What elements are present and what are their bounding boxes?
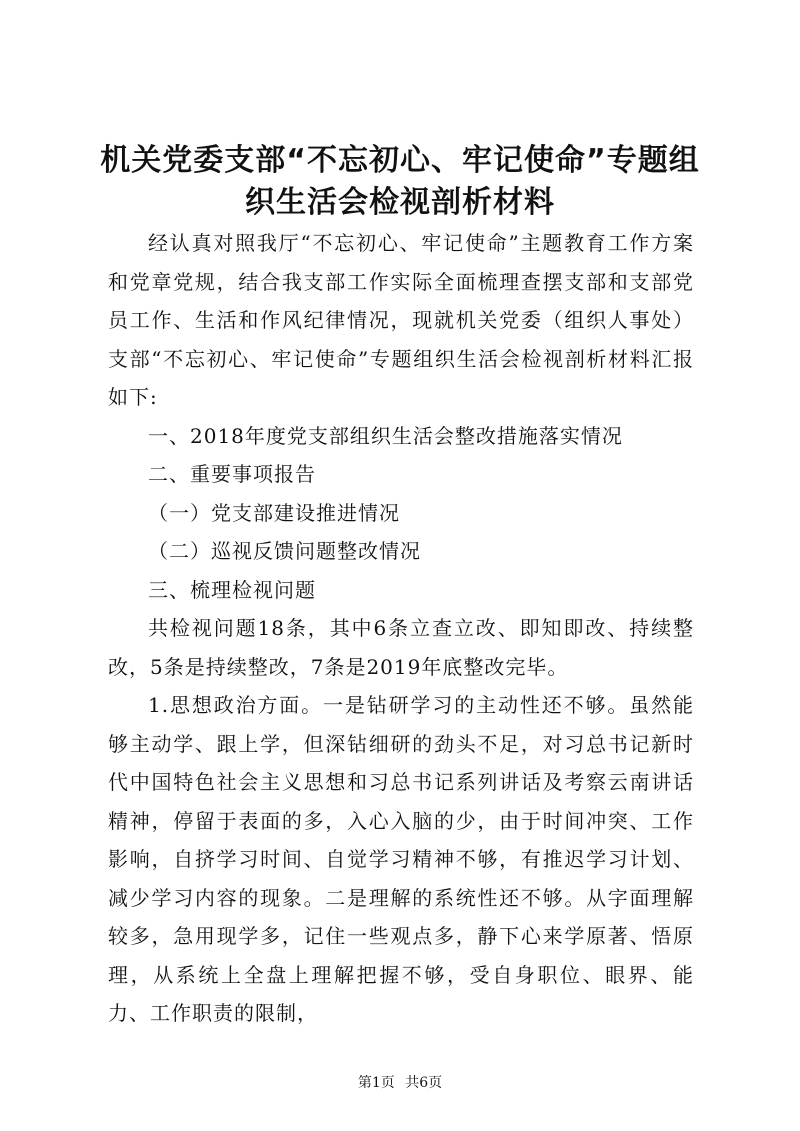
intro-paragraph: 经认真对照我厅“不忘初心、牢记使命”主题教育工作方案和党章党规，结合我支部工作实际全面梳理查摆支部和支部党员工作、生活和作风纪律情况，现就机关党委（组织人事处）支部“不忘初心、牢记使命”专题组织生活会检视剖析材料汇报如下: [108,231,694,409]
document-body [108,224,694,1033]
page-total: 共6页 [405,1075,443,1091]
subsection-heading-2-2: （二）巡视反馈问题整改情况 [148,539,421,563]
subsection-heading-2-1: （一）党支部建设推进情况 [148,500,400,525]
page-number: 第1页 [357,1075,395,1091]
page-footer [0,1073,800,1093]
document-title: 机关党委支部“不忘初心、牢记使命”专题组织生活会检视剖析材料 [100,143,700,220]
section-heading-1: 一、2018年度党支部组织生活会整改措施落实情况 [148,423,623,448]
section-heading-2: 二、重要事项报告 [148,462,316,486]
political-thought-paragraph: 1.思想政治方面。一是钻研学习的主动性还不够。虽然能够主动学、跟上学，但深钻细研的劲头不足，对习总书记新时代中国特色社会主义思想和习总书记系列讲话及考察云南讲话精神，停留于表面的多，入心入脑的少，由于时间冲突、工作影响，自挤学习时间、自觉学习精神不够，有推迟学习计划、减少学习内容的现象。二是理解的系统性还不够。从字面理解较多，急用现学多，记住一些观点多，静下心来学原著、悟原理，从系统上全盘上理解把握不够，受自身职位、眼界、能力、工作职责的限制， [108,693,694,1025]
section-heading-3: 三、梳理检视问题 [148,577,316,602]
summary-paragraph: 共检视问题18条，其中6条立查立改、即知即改、持续整改，5条是持续整改，7条是2019年底整改完毕。 [108,616,694,679]
